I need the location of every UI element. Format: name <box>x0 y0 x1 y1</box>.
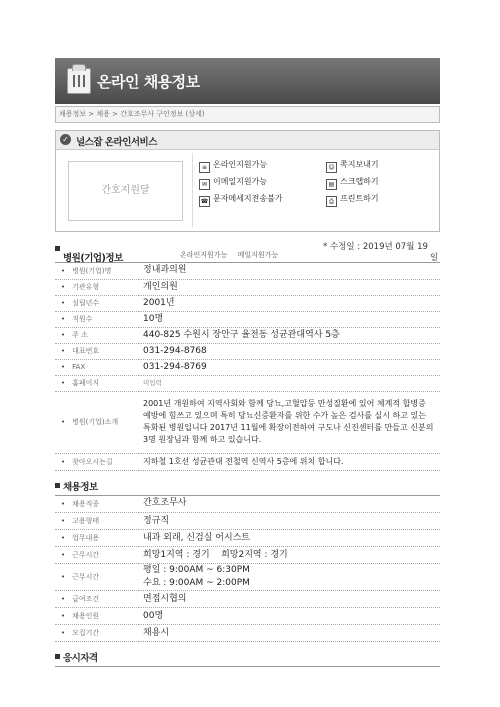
phone-icon: ☎ <box>200 198 209 205</box>
apply-badges <box>180 250 286 260</box>
table-row <box>55 547 440 564</box>
online-apply-badge[interactable]: 온라인지원가능 <box>180 251 228 259</box>
online-service-panel <box>55 130 440 232</box>
field-label: • 홈페이지 <box>55 375 139 391</box>
modified-date: * 수정일 : 2019년 07월 19 <box>323 242 428 252</box>
table-row <box>55 279 440 295</box>
weekday-hours: 평일 : 9:00AM ~ 6:30PM <box>143 565 250 575</box>
page-title: 온라인 채용정보 <box>97 73 200 91</box>
check-circle-icon: ✓ <box>60 134 71 145</box>
table-row <box>55 391 440 453</box>
field-label: • 병원(기업)소개 <box>55 391 139 453</box>
table-row <box>55 343 440 359</box>
email-apply-link[interactable]: ✉ 이메일지원가능 <box>199 174 283 191</box>
field-label: • 급여조건 <box>55 591 139 608</box>
field-label: • 모집기간 <box>55 625 139 642</box>
modified-date-tail: 일 <box>430 253 439 263</box>
recruit-section-header <box>55 477 440 496</box>
bullet-icon <box>55 246 60 251</box>
field-value: 2001년 <box>139 295 440 311</box>
recruit-info-table <box>55 496 440 643</box>
table-row <box>55 530 440 547</box>
service-list-right <box>326 157 379 208</box>
send-note-button[interactable]: ☺ 쪽지보내기 <box>326 157 379 174</box>
field-value: 00명 <box>139 608 440 625</box>
table-row <box>55 263 440 279</box>
scrap-button[interactable]: ▤ 스크랩하기 <box>326 174 379 191</box>
table-row <box>55 625 440 642</box>
section-title: 채용정보 <box>63 481 98 493</box>
field-value: 031-294-8768 <box>139 343 440 359</box>
field-value: 440-825 수원시 장안구 율전동 성균관대역사 5층 <box>139 327 440 343</box>
printer-icon: ⎙ <box>326 196 337 207</box>
field-value: 개인의원 <box>139 279 440 295</box>
service-title: 널스잡 온라인서비스 <box>76 137 157 148</box>
section-title: 병원(기업)정보 <box>63 253 123 264</box>
field-label: • 업무내용 <box>55 530 139 547</box>
mail-icon: ✉ <box>199 179 210 190</box>
field-value: 10명 <box>139 311 440 327</box>
homepage-link[interactable]: 미입력 <box>139 375 440 391</box>
table-row <box>55 608 440 625</box>
table-row <box>55 359 440 375</box>
field-label: • 고용형태 <box>55 513 139 530</box>
hospital-section-header <box>55 240 440 263</box>
field-value: 2001년 개원하여 지역사회와 함께 당뇨,고혈압등 만성질환에 있어 체계적 합병증 예방에 힘쓰고 있으며 특히 당뇨신증환자를 위한 수가 높은 검사를 실시 하고 있는 특화된 병원입니다 2017년 11월에 확장이전하여 구도나 신진센터를 만들고 신분의 3명 원장님과 함께 하고 있습니다. <box>139 391 440 453</box>
field-value: 지하철 1호선 성균관대 전철역 신역사 5층에 위치 합니다. <box>139 453 440 470</box>
field-label: • 병원(기업)명 <box>55 263 139 279</box>
hospital-logo: 간호지원달 <box>68 161 183 221</box>
table-row <box>55 513 440 530</box>
field-label: • 근무시간 <box>55 564 139 591</box>
bullet-icon <box>55 483 60 488</box>
person-icon: ☺ <box>326 162 337 173</box>
service-header <box>56 131 439 150</box>
field-label: • 근무시간 <box>55 547 139 564</box>
clipboard-icon: ▤ <box>326 179 337 190</box>
field-label: • 주 소 <box>55 327 139 343</box>
table-row <box>55 453 440 470</box>
field-value: 정규직 <box>139 513 440 530</box>
field-value: 정내과의원 <box>139 263 440 279</box>
field-value: 면접시협의 <box>139 591 440 608</box>
building-icon <box>67 68 91 94</box>
field-label: • 찾아오시는길 <box>55 453 139 470</box>
print-button[interactable]: ⎙ 프린트하기 <box>326 191 379 208</box>
table-row <box>55 327 440 343</box>
sms-link[interactable]: ☎ 문자메세지전송불가 <box>200 194 283 205</box>
section-title: 응시자격 <box>63 653 98 664</box>
service-list-left <box>199 157 283 208</box>
divider <box>192 153 193 227</box>
job-posting-page <box>55 58 440 667</box>
apply-section-header <box>55 648 440 667</box>
field-label: • 설립년수 <box>55 295 139 311</box>
table-row <box>55 591 440 608</box>
table-row <box>55 375 440 391</box>
field-label: • 대표번호 <box>55 343 139 359</box>
mail-apply-badge[interactable]: 메일지원가능 <box>237 251 279 259</box>
table-row <box>55 496 440 513</box>
online-apply-link[interactable]: ≡ 온라인지원가능 <box>199 157 283 174</box>
field-value: 간호조무사 <box>139 496 440 513</box>
table-row <box>55 311 440 327</box>
document-icon: ≡ <box>199 162 210 173</box>
bullet-icon <box>55 654 60 659</box>
field-label: • 채용인원 <box>55 608 139 625</box>
wednesday-hours: 수요 : 9:00AM ~ 2:00PM <box>143 578 250 588</box>
field-label: • 채용직종 <box>55 496 139 513</box>
field-value: 채용시 <box>139 625 440 642</box>
field-value <box>139 564 440 591</box>
field-label: • 직원수 <box>55 311 139 327</box>
page-header <box>55 58 440 104</box>
field-value: 희망1지역 : 경기 희망2지역 : 경기 <box>139 547 440 564</box>
field-value: 031-294-8769 <box>139 359 440 375</box>
field-value: 내과 외래, 신검실 어시스트 <box>139 530 440 547</box>
table-row <box>55 295 440 311</box>
hospital-info-table <box>55 263 440 471</box>
breadcrumb: 채용정보 > 채용 > 간호조무사 구인정보 (상세) <box>55 106 440 123</box>
field-label: • FAX <box>55 359 139 375</box>
table-row <box>55 564 440 591</box>
field-label: • 기관유형 <box>55 279 139 295</box>
